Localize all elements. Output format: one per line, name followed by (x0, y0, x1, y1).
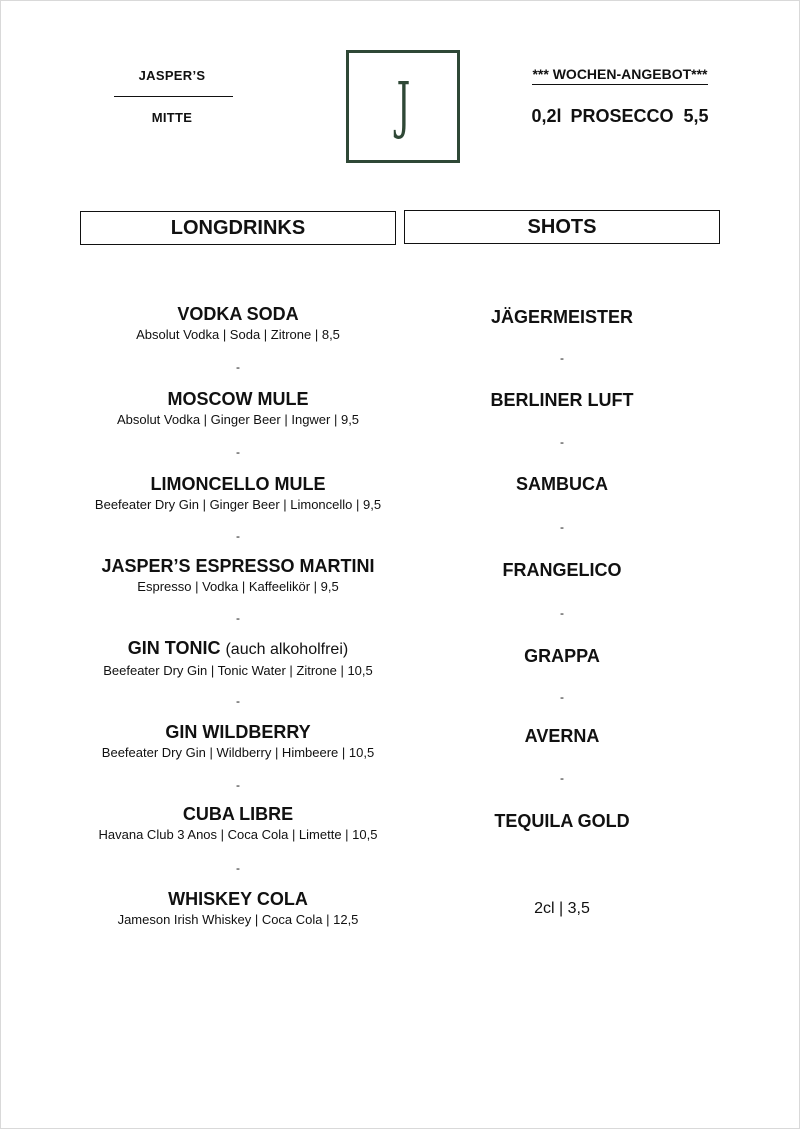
longdrink-name-text: GIN WILDBERRY (165, 722, 311, 742)
longdrink-item (48, 555, 428, 595)
longdrink-name-text: JASPER’S ESPRESSO MARTINI (101, 556, 375, 576)
longdrink-name-text: VODKA SODA (177, 304, 299, 324)
separator: - (236, 529, 240, 543)
longdrink-description: Beefeater Dry Gin | Ginger Beer | Limoncello | 9,5 (94, 497, 382, 512)
longdrink-item (48, 637, 428, 679)
shot-item: BERLINER LUFT (490, 390, 634, 410)
weekly-offer-title (500, 66, 740, 82)
shot-item: FRANGELICO (502, 560, 622, 580)
longdrink-name-text: WHISKEY COLA (168, 889, 308, 909)
separator: - (560, 606, 564, 620)
longdrink-name-text: CUBA LIBRE (182, 804, 294, 824)
longdrink-name (48, 888, 428, 910)
longdrink-note: (auch alkoholfrei) (225, 641, 349, 658)
longdrink-name (48, 721, 428, 743)
shot-item: JÄGERMEISTER (490, 307, 634, 327)
longdrink-name (48, 637, 428, 661)
separator: - (236, 694, 240, 708)
separator: - (236, 611, 240, 625)
longdrink-name (48, 388, 428, 410)
brand-location: MITTE (151, 110, 193, 125)
longdrink-name-text: GIN TONIC (127, 638, 221, 658)
separator: - (560, 771, 564, 785)
separator: - (236, 445, 240, 459)
longdrink-description: Beefeater Dry Gin | Tonic Water | Zitrone | 10,5 (103, 663, 373, 678)
longdrink-description: Havana Club 3 Anos | Coca Cola | Limette | 10,5 (98, 827, 378, 842)
longdrink-description: Espresso | Vodka | Kaffeelikör | 9,5 (137, 579, 339, 594)
longdrink-item (48, 803, 428, 843)
longdrink-item (48, 888, 428, 928)
separator: - (236, 778, 240, 792)
shot-price: 2cl | 3,5 (534, 900, 590, 917)
longdrink-name (48, 303, 428, 325)
separator: - (560, 520, 564, 534)
separator: - (560, 351, 564, 365)
shot-item: SAMBUCA (516, 474, 608, 494)
longdrink-item (48, 303, 428, 343)
longdrink-name (48, 555, 428, 577)
separator: - (236, 360, 240, 374)
separator: - (236, 861, 240, 875)
weekly-offer-item (500, 106, 740, 127)
longdrink-description: Jameson Irish Whiskey | Coca Cola | 12,5 (117, 912, 359, 927)
longdrink-name (48, 473, 428, 495)
shot-item: GRAPPA (524, 646, 600, 666)
longdrink-name-text: MOSCOW MULE (167, 389, 309, 409)
longdrink-name-text: LIMONCELLO MULE (150, 474, 326, 494)
logo (346, 50, 460, 163)
weekly-offer-title-text: *** WOCHEN-ANGEBOT*** (532, 66, 707, 85)
longdrink-name (48, 803, 428, 825)
weekly-offer-item-name: 0,2l PROSECCO (531, 106, 674, 126)
longdrink-item (48, 721, 428, 761)
separator: - (560, 690, 564, 704)
brand-name: JASPER’S (138, 68, 206, 83)
longdrink-item (48, 388, 428, 428)
longdrink-description: Absolut Vodka | Ginger Beer | Ingwer | 9,5 (116, 412, 360, 427)
logo-letter: J (396, 67, 410, 141)
section-header-shots: SHOTS (404, 210, 720, 244)
longdrink-description: Absolut Vodka | Soda | Zitrone | 8,5 (136, 327, 340, 342)
weekly-offer-price: 5,5 (683, 106, 709, 126)
shot-item: TEQUILA GOLD (494, 811, 630, 831)
longdrink-description: Beefeater Dry Gin | Wildberry | Himbeere | 10,5 (101, 745, 375, 760)
longdrink-item (48, 473, 428, 513)
brand-divider (114, 96, 233, 97)
separator: - (560, 435, 564, 449)
section-header-longdrinks: LONGDRINKS (80, 211, 396, 245)
shot-item: AVERNA (524, 726, 600, 746)
